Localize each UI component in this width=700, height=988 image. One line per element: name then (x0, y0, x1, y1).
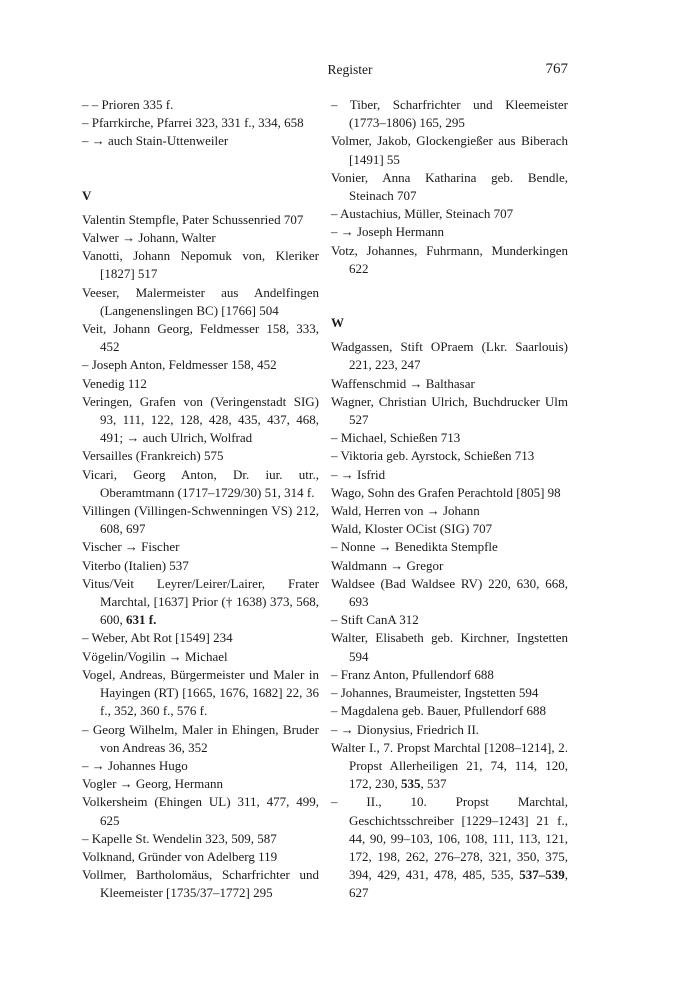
index-entry: Veeser, Malermeister aus Andelfingen (Langenenslingen BC) [1766] 504 (82, 284, 319, 318)
index-entry: Volmer, Jakob, Glockengießer aus Biberach [1491] 55 (331, 133, 568, 167)
index-entry: – Georg Wilhelm, Maler in Ehingen, Bruder von Andreas 36, 352 (82, 721, 319, 755)
index-entry: – → auch Stain-Uttenweiler (82, 133, 229, 149)
index-entry: – → Johannes Hugo (82, 757, 188, 773)
index-entry: Wadgassen, Stift OPraem (Lkr. Saarlouis) 221, 223, 247 (331, 339, 568, 373)
index-entry: Vanotti, Johann Nepomuk von, Kleriker [1827] 517 (82, 248, 319, 282)
index-entry: Veit, Johann Georg, Feldmesser 158, 333, 452 (82, 321, 319, 355)
index-entry: – Stift CanA 312 (331, 612, 419, 628)
index-entry: – Pfarrkirche, Pfarrei 323, 331 f., 334, 658 (82, 115, 304, 131)
index-entry: Vitus/Veit Leyrer/Leirer/Lairer, Frater Marchtal, [1637] Prior († 1638) 373, 568, 600, 631 f. (82, 575, 319, 628)
page-number: 767 (545, 61, 568, 77)
index-entry: Vogel, Andreas, Bürgermeister und Maler in Hayingen (RT) [1665, 1676, 1682] 22, 36 f., 352, 360 f., 576 f. (82, 666, 319, 719)
index-entry: Vollmer, Bartholomäus, Scharfrichter und Kleemeister [1735/37–1772] 295 (82, 867, 319, 901)
index-entry: – → Isfrid (331, 466, 386, 482)
section-gap (331, 278, 568, 296)
index-entry: Vonier, Anna Katharina geb. Bendle, Steinach 707 (331, 169, 568, 204)
index-entry: – – Prioren 335 f. (82, 97, 174, 112)
index-column-left (82, 96, 319, 903)
index-entry: Vicari, Georg Anton, Dr. iur. utr., Oberamtmann (1717–1729/30) 51, 314 f. (82, 466, 319, 500)
index-entry: Vogler → Georg, Hermann (82, 776, 224, 792)
index-entry: Valwer → Johann, Walter (82, 230, 216, 246)
index-entry: Votz, Johannes, Fuhrmann, Munderkingen 622 (331, 242, 568, 276)
index-entry: Walter I., 7. Propst Marchtal [1208–1214], 2. Propst Allerheiligen 21, 74, 114, 120, 172, 230, 535, 537 (331, 739, 568, 792)
index-entry: Versailles (Frankreich) 575 (82, 448, 224, 464)
index-entry: – Joseph Anton, Feldmesser 158, 452 (82, 357, 277, 373)
index-entry: Wagner, Christian Ulrich, Buchdrucker Ulm 527 (331, 393, 568, 428)
index-entry: Vischer → Fischer (82, 539, 180, 555)
index-entry: Wald, Herren von → Johann (331, 503, 480, 519)
index-entry: – Kapelle St. Wendelin 323, 509, 587 (82, 830, 277, 846)
index-entry: – Nonne → Benedikta Stempfle (331, 539, 498, 555)
index-entry: Wald, Kloster OCist (SIG) 707 (331, 521, 493, 537)
index-entry: – Magdalena geb. Bauer, Pfullendorf 688 (331, 703, 547, 719)
index-entry: Veringen, Grafen von (Veringenstadt SIG) 93, 111, 122, 128, 428, 435, 437, 468, 491; → auch Ulrich, Wolfrad (82, 393, 319, 446)
index-entry: Venedig 112 (82, 375, 147, 391)
index-entry: Waldmann → Gregor (331, 557, 444, 573)
index-entry: – → Joseph Hermann (331, 224, 445, 240)
index-column-right (331, 96, 568, 903)
index-entry: Waldsee (Bad Waldsee RV) 220, 630, 668, 693 (331, 575, 568, 610)
index-entry: – Austachius, Müller, Steinach 707 (331, 206, 514, 222)
index-entry: Wago, Sohn des Grafen Perachtold [805] 98 (331, 484, 561, 500)
index-entry: – → Dionysius, Friedrich II. (331, 721, 480, 737)
running-head-title: Register (327, 62, 373, 77)
index-entry: Waffenschmid → Balthasar (331, 375, 475, 391)
index-entry: Viterbo (Italien) 537 (82, 557, 189, 573)
section-gap (82, 151, 319, 169)
index-entry: – Tiber, Scharfrichter und Kleemeister (1773–1806) 165, 295 (331, 97, 568, 131)
index-entry: Walter, Elisabeth geb. Kirchner, Ingstetten 594 (331, 630, 568, 664)
letter-heading: V (82, 187, 92, 203)
index-entry: Volkersheim (Ehingen UL) 311, 477, 499, 625 (82, 794, 319, 828)
index-entry: Villingen (Villingen-Schwenningen VS) 212, 608, 697 (82, 503, 319, 537)
index-entry: – Weber, Abt Rot [1549] 234 (82, 630, 233, 646)
index-entry: – Franz Anton, Pfullendorf 688 (331, 666, 494, 682)
index-entry: – Viktoria geb. Ayrstock, Schießen 713 (331, 448, 535, 464)
index-entry: – Johannes, Braumeister, Ingstetten 594 (331, 685, 539, 701)
index-entry: – II., 10. Propst Marchtal, Geschichtsschreiber [1229–1243] 21 f., 44, 90, 99–103, 106, 108, 111, 113, 121, 172, 198, 262, 276–278, 321, 350, 375, 394, 429, 431, 478, 485, 535, 537–539, 627 (331, 794, 568, 901)
index-entry: Vögelin/Vogilin → Michael (82, 648, 228, 664)
index-entry: – Michael, Schießen 713 (331, 430, 461, 446)
letter-heading: W (331, 315, 344, 331)
index-entry: Valentin Stempfle, Pater Schussenried 707 (82, 211, 304, 227)
index-entry: Volknand, Gründer von Adelberg 119 (82, 848, 278, 864)
